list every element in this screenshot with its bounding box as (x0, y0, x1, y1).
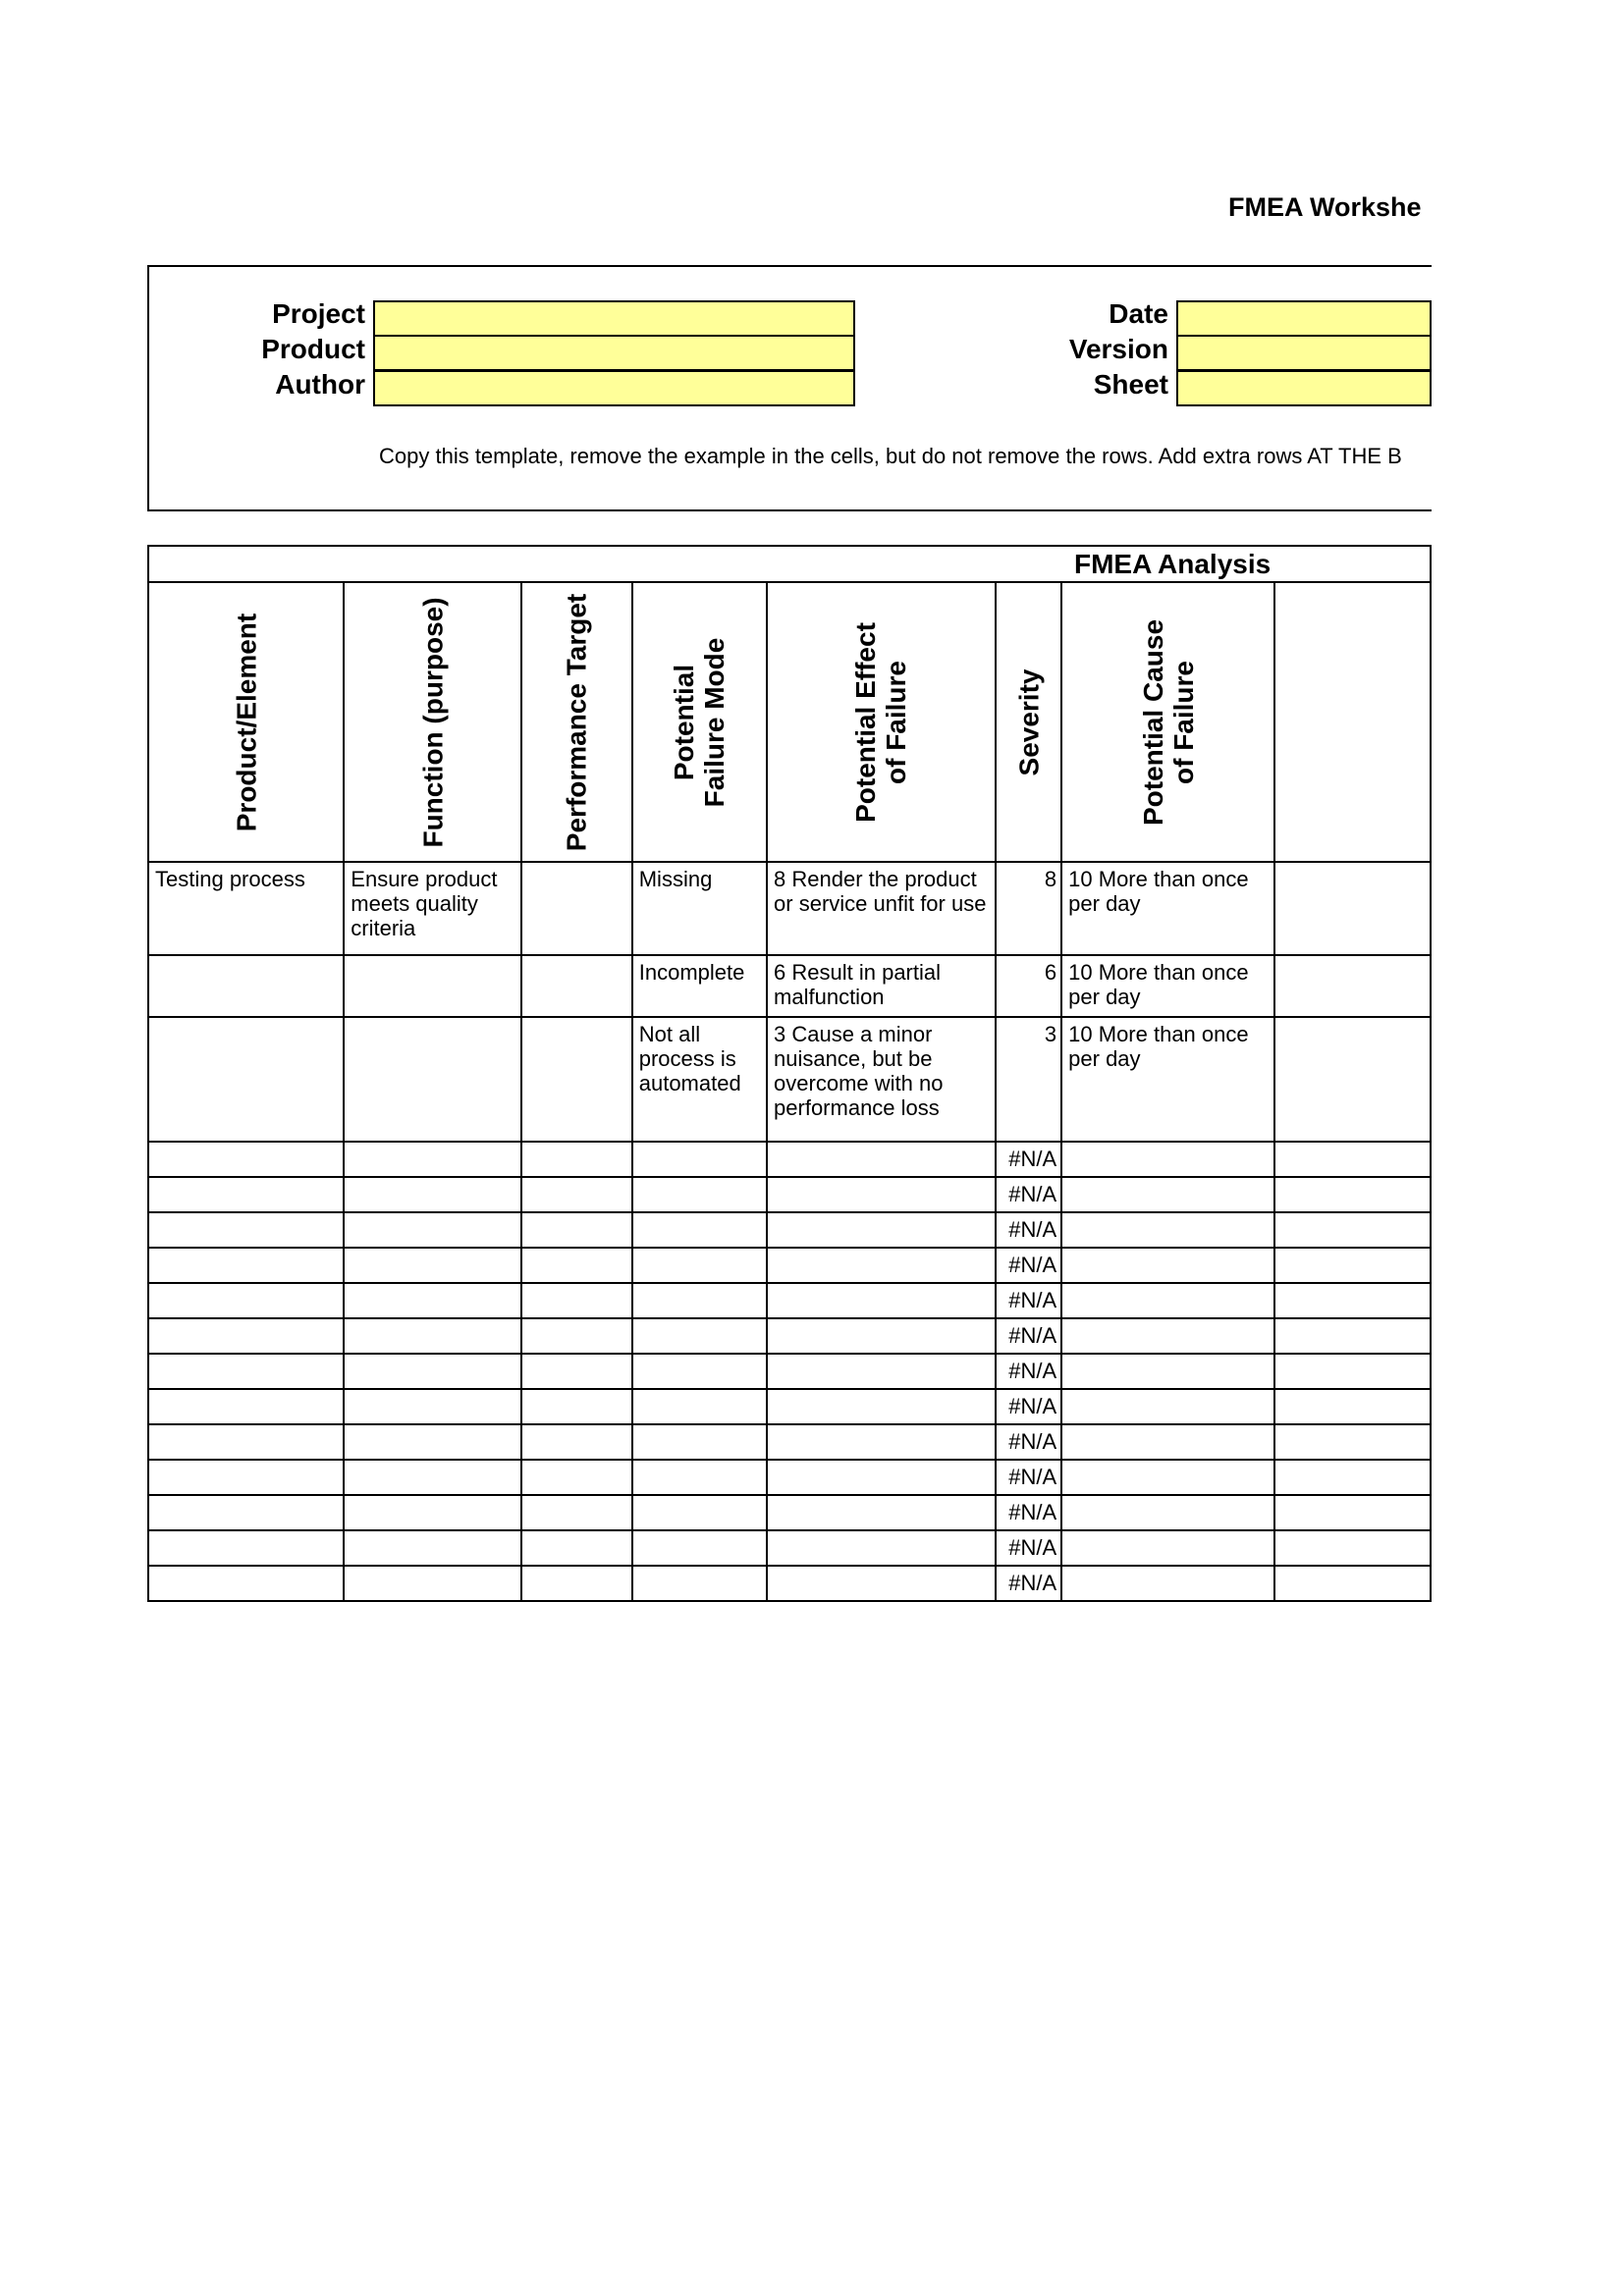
effect-cell[interactable] (767, 1318, 996, 1354)
col-header-label: Function (purpose) (417, 596, 449, 848)
cause-cell[interactable] (1061, 1424, 1274, 1460)
failure-mode-cell[interactable] (632, 1354, 767, 1389)
failure-mode-cell[interactable] (632, 1460, 767, 1495)
cut-off-cell[interactable] (1274, 955, 1431, 1017)
performance-target-cell[interactable] (521, 1318, 632, 1354)
col-header-label: Potential Failure Mode (669, 637, 731, 807)
failure-mode-cell[interactable]: Missing (632, 862, 767, 955)
severity-cell[interactable]: #N/A (996, 1354, 1061, 1389)
table-row (148, 1142, 1431, 1177)
col-header-failure-mode (632, 582, 767, 862)
cause-cell[interactable] (1061, 1460, 1274, 1495)
cut-off-cell[interactable] (1274, 1318, 1431, 1354)
author-label: Author (275, 369, 365, 400)
performance-target-cell[interactable] (521, 1177, 632, 1212)
function-cell[interactable] (344, 1142, 521, 1177)
failure-mode-cell[interactable] (632, 1530, 767, 1566)
effect-cell[interactable] (767, 1530, 996, 1566)
product-element-cell[interactable] (148, 1212, 344, 1248)
performance-target-cell[interactable] (521, 1248, 632, 1283)
severity-cell[interactable]: #N/A (996, 1212, 1061, 1248)
performance-target-cell[interactable] (521, 1389, 632, 1424)
table-row (148, 1566, 1431, 1601)
cut-off-cell[interactable] (1274, 1248, 1431, 1283)
severity-cell[interactable]: #N/A (996, 1248, 1061, 1283)
col-header-cause (1061, 582, 1274, 862)
failure-mode-cell[interactable]: Incomplete (632, 955, 767, 1017)
performance-target-cell[interactable] (521, 1212, 632, 1248)
failure-mode-cell[interactable] (632, 1177, 767, 1212)
function-cell[interactable]: Ensure product meets quality criteria (344, 862, 521, 955)
column-header-row (148, 582, 1431, 862)
table-row (148, 1424, 1431, 1460)
failure-mode-cell[interactable] (632, 1566, 767, 1601)
severity-cell[interactable]: #N/A (996, 1177, 1061, 1212)
failure-mode-cell[interactable] (632, 1142, 767, 1177)
sheet-field[interactable] (1176, 370, 1432, 406)
product-element-cell[interactable] (148, 1017, 344, 1142)
table-row (148, 1354, 1431, 1389)
table-row (148, 1389, 1431, 1424)
severity-cell[interactable]: #N/A (996, 1283, 1061, 1318)
col-header-performance-target (521, 582, 632, 862)
effect-cell[interactable] (767, 1142, 996, 1177)
product-element-cell[interactable] (148, 1177, 344, 1212)
performance-target-cell[interactable] (521, 1424, 632, 1460)
severity-cell[interactable]: #N/A (996, 1530, 1061, 1566)
cut-off-cell[interactable] (1274, 1460, 1431, 1495)
version-field[interactable] (1176, 335, 1432, 371)
col-header-label: Severity (1013, 668, 1045, 775)
cut-off-cell[interactable] (1274, 1354, 1431, 1389)
cut-off-cell[interactable] (1274, 1017, 1431, 1142)
effect-cell[interactable] (767, 1566, 996, 1601)
performance-target-cell[interactable] (521, 955, 632, 1017)
project-field[interactable] (373, 300, 855, 337)
failure-mode-cell[interactable] (632, 1283, 767, 1318)
cause-cell[interactable]: 10 More than once per day (1061, 862, 1274, 955)
product-element-cell[interactable] (148, 1460, 344, 1495)
failure-mode-cell[interactable] (632, 1248, 767, 1283)
severity-cell[interactable]: #N/A (996, 1566, 1061, 1601)
performance-target-cell[interactable] (521, 1142, 632, 1177)
project-label: Project (272, 298, 365, 329)
cause-cell[interactable] (1061, 1283, 1274, 1318)
analysis-banner-row (148, 546, 1431, 582)
function-cell[interactable] (344, 1389, 521, 1424)
effect-cell[interactable] (767, 1354, 996, 1389)
function-cell[interactable] (344, 1177, 521, 1212)
table-row (148, 1495, 1431, 1530)
table-row (148, 1530, 1431, 1566)
effect-cell[interactable] (767, 1389, 996, 1424)
product-field[interactable] (373, 335, 855, 371)
severity-cell[interactable]: 6 (996, 955, 1061, 1017)
col-header-label: Product/Element (231, 613, 262, 831)
product-element-cell[interactable] (148, 1283, 344, 1318)
product-element-cell[interactable] (148, 1566, 344, 1601)
cause-cell[interactable]: 10 More than once per day (1061, 955, 1274, 1017)
product-element-cell[interactable] (148, 955, 344, 1017)
analysis-title: FMEA Analysis (1074, 549, 1272, 579)
product-element-cell[interactable]: Testing process (148, 862, 344, 955)
product-label: Product (261, 334, 365, 364)
severity-cell[interactable]: 8 (996, 862, 1061, 955)
col-header-severity (996, 582, 1061, 862)
performance-target-cell[interactable] (521, 1530, 632, 1566)
col-header-label: Performance Target (561, 593, 592, 851)
product-element-cell[interactable] (148, 1248, 344, 1283)
table-row (148, 955, 1431, 1017)
date-label: Date (1109, 298, 1168, 329)
col-header-cut-off (1274, 582, 1431, 862)
worksheet-title: FMEA Workshe (1228, 192, 1422, 222)
function-cell[interactable] (344, 1017, 521, 1142)
failure-mode-cell[interactable] (632, 1424, 767, 1460)
cut-off-cell[interactable] (1274, 1212, 1431, 1248)
table-row (148, 1177, 1431, 1212)
col-header-effect (767, 582, 996, 862)
table-row (148, 1017, 1431, 1142)
version-label: Version (1068, 334, 1168, 364)
cut-off-cell[interactable] (1274, 1283, 1431, 1318)
severity-cell[interactable]: 3 (996, 1017, 1061, 1142)
cause-cell[interactable] (1061, 1142, 1274, 1177)
fmea-table (147, 545, 1432, 1602)
failure-mode-cell[interactable]: Not all process is automated (632, 1017, 767, 1142)
table-row (148, 1318, 1431, 1354)
function-cell[interactable] (344, 1318, 521, 1354)
author-field[interactable] (373, 370, 855, 406)
cut-off-cell[interactable] (1274, 1530, 1431, 1566)
function-cell[interactable] (344, 1566, 521, 1601)
cut-off-cell[interactable] (1274, 1142, 1431, 1177)
col-header-label: Potential Effect of Failure (850, 621, 912, 823)
col-header-label: Potential Cause of Failure (1137, 618, 1199, 826)
cause-cell[interactable] (1061, 1318, 1274, 1354)
performance-target-cell[interactable] (521, 1566, 632, 1601)
effect-cell[interactable] (767, 1212, 996, 1248)
performance-target-cell[interactable] (521, 862, 632, 955)
product-element-cell[interactable] (148, 1530, 344, 1566)
cause-cell[interactable] (1061, 1212, 1274, 1248)
function-cell[interactable] (344, 1354, 521, 1389)
failure-mode-cell[interactable] (632, 1212, 767, 1248)
function-cell[interactable] (344, 1495, 521, 1530)
severity-cell[interactable]: #N/A (996, 1318, 1061, 1354)
cut-off-cell[interactable] (1274, 1177, 1431, 1212)
severity-cell[interactable]: #N/A (996, 1460, 1061, 1495)
performance-target-cell[interactable] (521, 1460, 632, 1495)
col-header-product-element (148, 582, 344, 862)
instructions-note: Copy this template, remove the example in the cells, but do not remove the rows. Add extra rows AT THE B (379, 444, 1402, 468)
function-cell[interactable] (344, 1424, 521, 1460)
function-cell[interactable] (344, 1248, 521, 1283)
cause-cell[interactable] (1061, 1389, 1274, 1424)
cut-off-cell[interactable] (1274, 1495, 1431, 1530)
cut-off-cell[interactable] (1274, 1424, 1431, 1460)
effect-cell[interactable] (767, 1460, 996, 1495)
severity-cell[interactable]: #N/A (996, 1142, 1061, 1177)
function-cell[interactable] (344, 1530, 521, 1566)
effect-cell[interactable]: 6 Result in partial malfunction (767, 955, 996, 1017)
product-element-cell[interactable] (148, 1424, 344, 1460)
product-element-cell[interactable] (148, 1142, 344, 1177)
table-row (148, 1212, 1431, 1248)
failure-mode-cell[interactable] (632, 1495, 767, 1530)
performance-target-cell[interactable] (521, 1354, 632, 1389)
severity-cell[interactable]: #N/A (996, 1389, 1061, 1424)
severity-cell[interactable]: #N/A (996, 1424, 1061, 1460)
sheet-label: Sheet (1093, 369, 1168, 400)
header-box (147, 265, 1432, 511)
effect-cell[interactable] (767, 1248, 996, 1283)
effect-cell[interactable] (767, 1283, 996, 1318)
performance-target-cell[interactable] (521, 1283, 632, 1318)
table-row (148, 1283, 1431, 1318)
col-header-function (344, 582, 521, 862)
cause-cell[interactable] (1061, 1566, 1274, 1601)
cause-cell[interactable] (1061, 1248, 1274, 1283)
cut-off-cell[interactable] (1274, 1389, 1431, 1424)
product-element-cell[interactable] (148, 1318, 344, 1354)
function-cell[interactable] (344, 955, 521, 1017)
effect-cell[interactable]: 3 Cause a minor nuisance, but be overcome with no performance loss (767, 1017, 996, 1142)
failure-mode-cell[interactable] (632, 1389, 767, 1424)
product-element-cell[interactable] (148, 1389, 344, 1424)
cause-cell[interactable]: 10 More than once per day (1061, 1017, 1274, 1142)
cause-cell[interactable] (1061, 1354, 1274, 1389)
performance-target-cell[interactable] (521, 1017, 632, 1142)
effect-cell[interactable]: 8 Render the product or service unfit for use (767, 862, 996, 955)
table-row (148, 1248, 1431, 1283)
cause-cell[interactable] (1061, 1530, 1274, 1566)
date-field[interactable] (1176, 300, 1432, 337)
performance-target-cell[interactable] (521, 1495, 632, 1530)
product-element-cell[interactable] (148, 1354, 344, 1389)
effect-cell[interactable] (767, 1177, 996, 1212)
cause-cell[interactable] (1061, 1495, 1274, 1530)
effect-cell[interactable] (767, 1424, 996, 1460)
product-element-cell[interactable] (148, 1495, 344, 1530)
function-cell[interactable] (344, 1283, 521, 1318)
analysis-banner (148, 546, 1431, 582)
function-cell[interactable] (344, 1460, 521, 1495)
cut-off-cell[interactable] (1274, 862, 1431, 955)
cause-cell[interactable] (1061, 1177, 1274, 1212)
function-cell[interactable] (344, 1212, 521, 1248)
failure-mode-cell[interactable] (632, 1318, 767, 1354)
table-row (148, 1460, 1431, 1495)
effect-cell[interactable] (767, 1495, 996, 1530)
severity-cell[interactable]: #N/A (996, 1495, 1061, 1530)
cut-off-cell[interactable] (1274, 1566, 1431, 1601)
table-row (148, 862, 1431, 955)
